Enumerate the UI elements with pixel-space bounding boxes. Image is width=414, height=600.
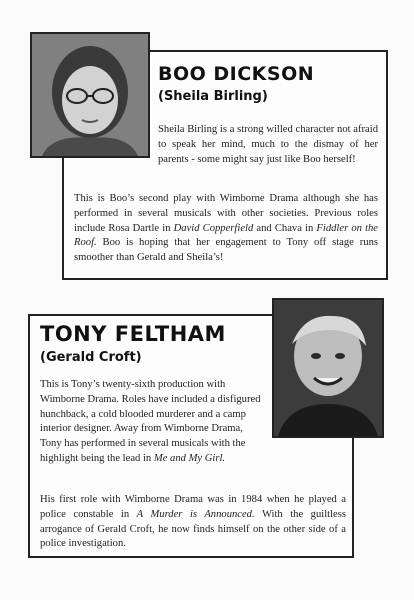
boo-portrait-image [32, 34, 148, 156]
tony-portrait-image [274, 300, 382, 436]
boo-para-2 [74, 192, 378, 266]
tony-feltham-photo [272, 298, 384, 438]
boo-para-2-italic-2: Fiddler on the Roof. [74, 222, 379, 249]
tony-name-heading: TONY FELTHAM [40, 322, 226, 346]
tony-para-2 [40, 493, 346, 552]
tony-para-2-text-2: With the guiltless arrogance of Gerald Croft, he now finds himself on the other side of a police investigation. [40, 508, 346, 550]
tony-para-2-text-1: His first role with Wimborne Drama was in 1984 when he played a police constable in [40, 494, 346, 520]
boo-para-2-italic-1: David Copperfield [173, 222, 254, 234]
boo-para-2-text-3: Boo is hoping that her engagement to Tony off stage runs smoother than Gerald and Sheila’s! [74, 237, 378, 264]
boo-dickson-photo [30, 32, 150, 158]
boo-name-heading: BOO DICKSON [158, 63, 315, 85]
tony-para-2-italic-1: A Murder is Announced. [136, 508, 255, 520]
boo-para-1: Sheila Birling is a strong willed character not afraid to speak her mind, much to the dismay of her parents - some might say just like Boo herself! [158, 124, 378, 165]
tony-role: (Gerald Croft) [40, 350, 142, 365]
tony-para-1-italic-1: Me and My Girl. [153, 452, 226, 464]
boo-para-2-text-2: and Chava in [253, 222, 317, 234]
tony-para-1-text-1: This is Tony’s twenty-sixth production with Wimborne Drama. Roles have included a disfigured hunchback, a cold blooded murderer and a camp interior designer. Away from Wimborne Drama, Tony has performed in several musicals with the highlight being the lead in [40, 379, 261, 464]
boo-para-2-text-1: This is Boo’s second play with Wimborne Drama although she has performed in several musicals with other societies. Previous roles include Rosa Dartle in [74, 193, 378, 234]
tony-para-1 [40, 378, 264, 467]
boo-role: (Sheila Birling) [158, 89, 268, 104]
